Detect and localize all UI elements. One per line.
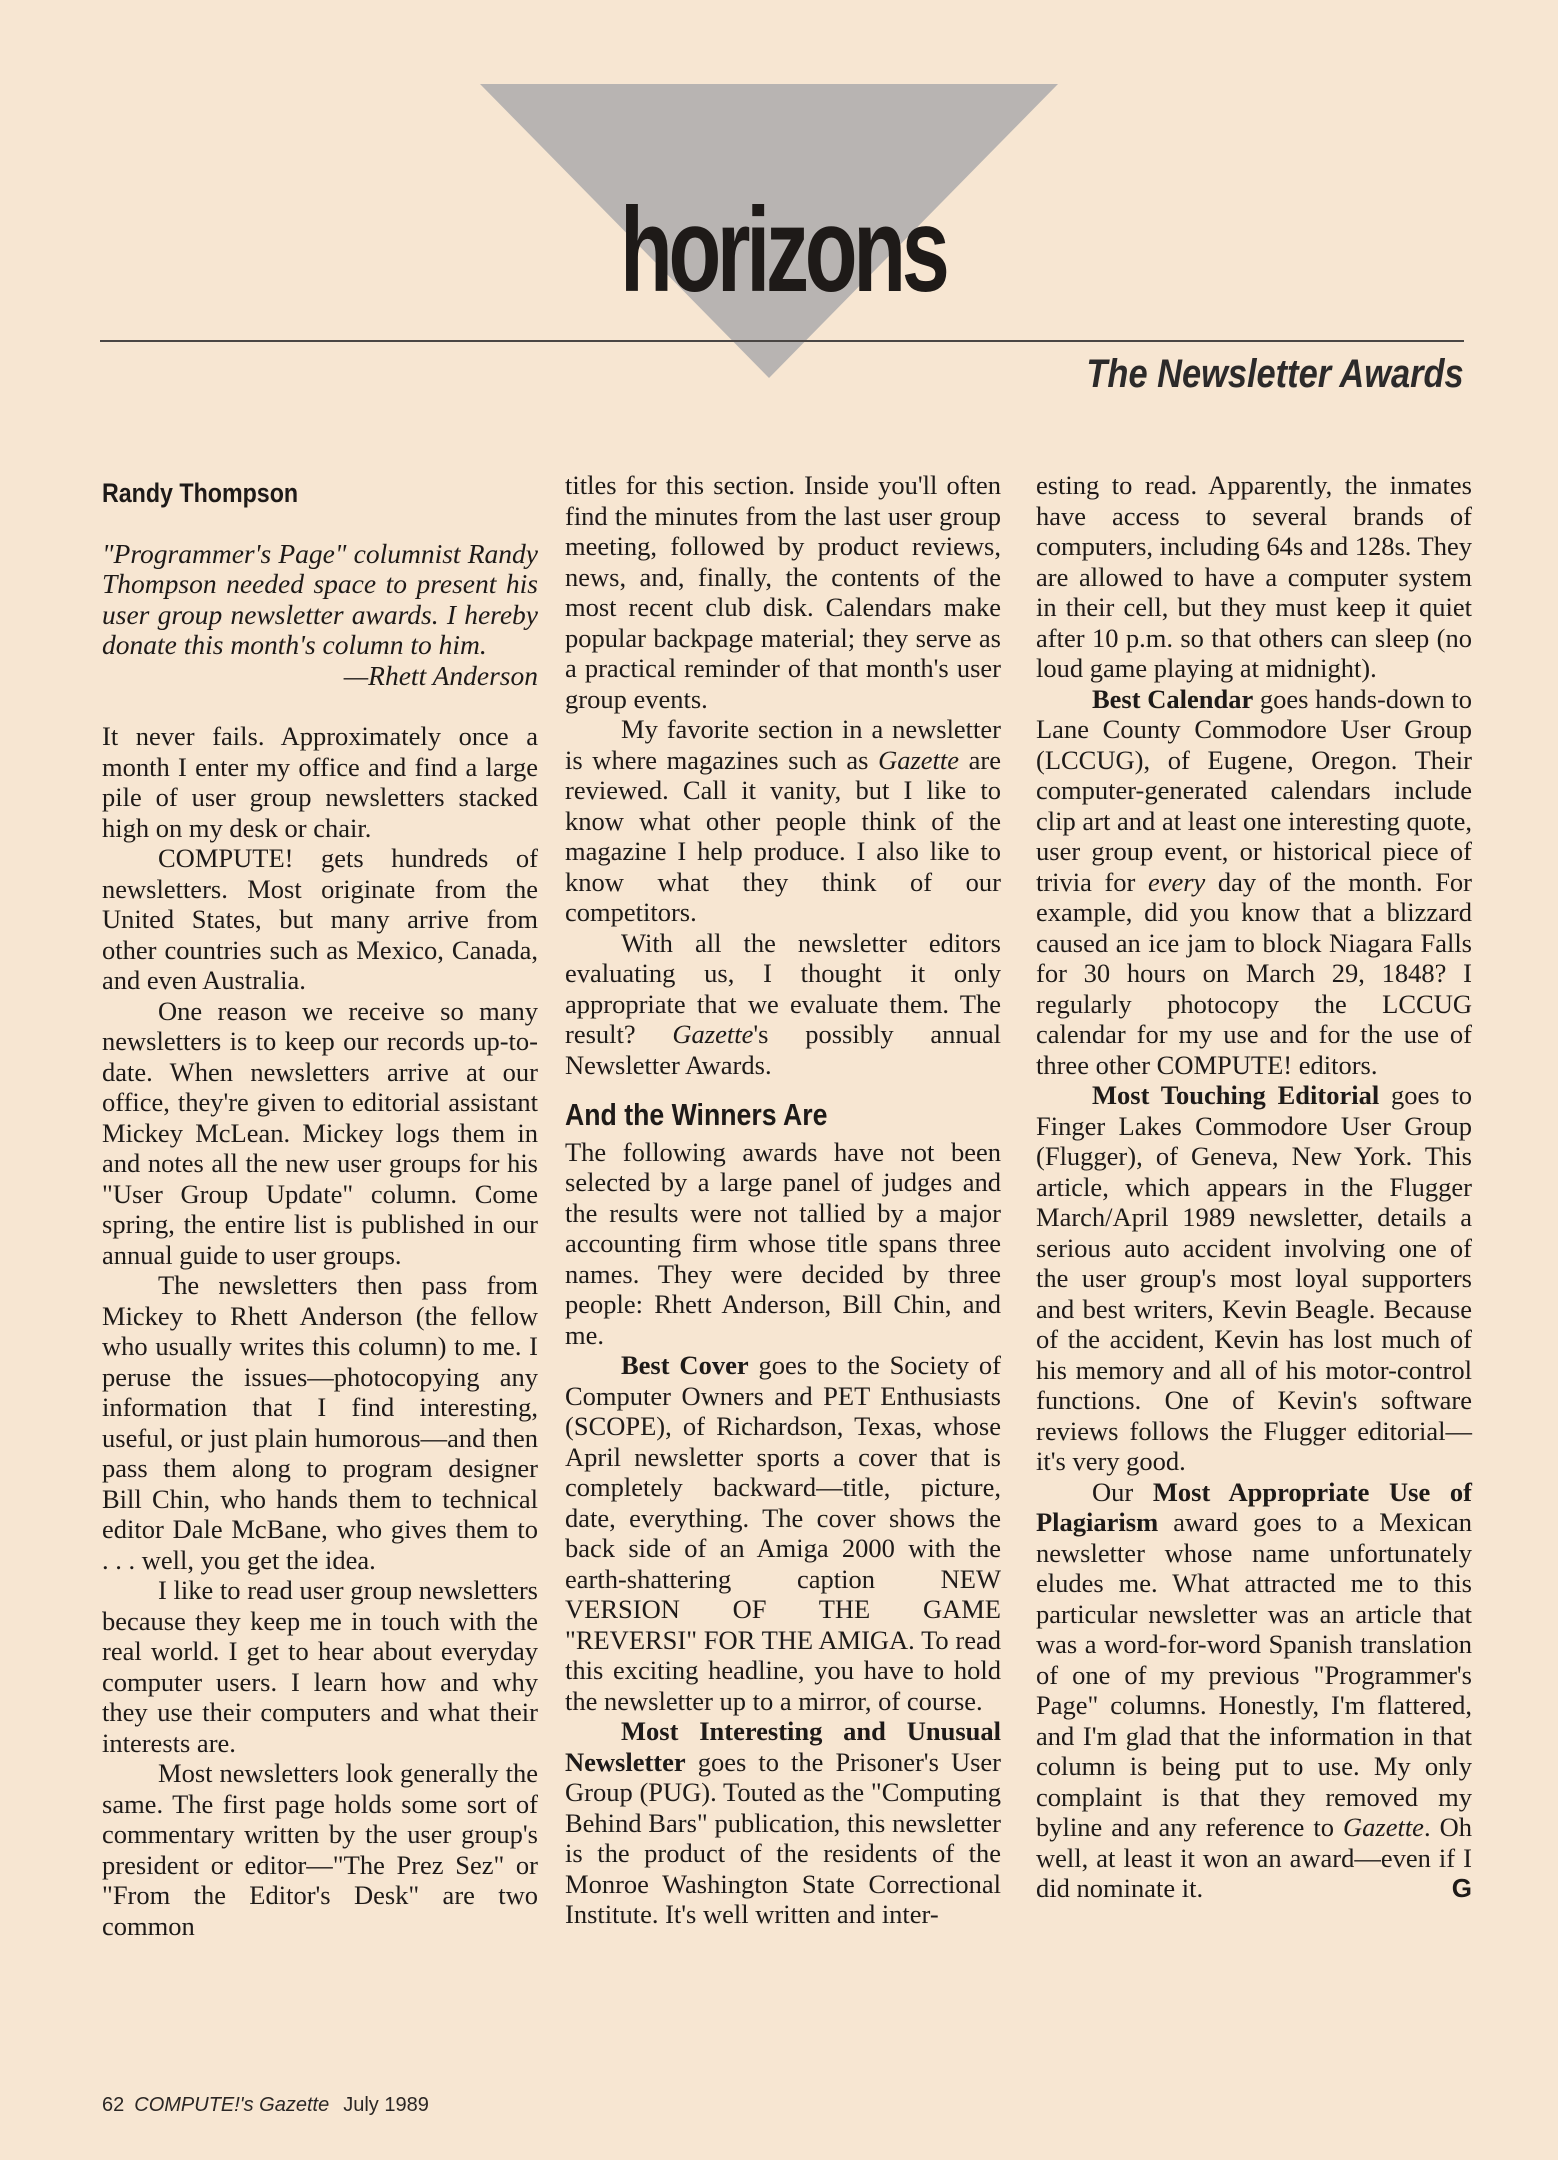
publication-name: Gazette xyxy=(878,744,960,775)
award-name: Most Interesting and Unusual Newsletter xyxy=(565,1716,1001,1777)
text-run: are reviewed. Call it vanity, but I like to know what other people think of the magazine I help produce. I also like to know what they think of our competitors. xyxy=(565,744,1001,927)
paragraph: The following awards have not been selected by a large panel of judges and the results were not tallied by a major accounting firm whose title spans three names. They were decided by three people: Rhett Anderson, Bill Chin, and me. xyxy=(565,1136,1001,1350)
paragraph: COMPUTE! gets hundreds of newsletters. Most originate from the United States, but many arrive from other countries such as Mexico, Canada, and even Australia. xyxy=(102,843,538,995)
text-run: . Oh well, at least it won an award—even if I did nominate it. xyxy=(1036,1812,1472,1903)
column-3 xyxy=(1036,470,1472,1904)
byline: Randy Thompson xyxy=(102,478,299,508)
paragraph xyxy=(565,1716,1001,1930)
page-footer xyxy=(102,2094,429,2117)
deck: "Programmer's Page" columnist Randy Thompson needed space to present his user group newsletter awards. I hereby donate this month's column to him. xyxy=(102,537,538,660)
paragraph: The newsletters then pass from Mickey to Rhett Anderson (the fellow who usually writes this column) to me. I peruse the issues—photocopying any information that I find interesting, useful, or just plain humorous—and then pass them along to program designer Bill Chin, who hands them to technical editor Dale McBane, who gives them to . . . well, you get the idea. xyxy=(102,1270,538,1575)
text-run: With all the newsletter editors evaluating us, I thought it only appropriate that we evaluate them. The result? xyxy=(565,927,1001,1049)
paragraph: esting to read. Apparently, the inmates have access to several brands of computers, including 64s and 128s. They are allowed to have a computer system in their cell, but they must keep it quiet after 10 p.m. so that others can sleep (no loud game playing at midnight). xyxy=(1036,470,1472,683)
paragraph: One reason we receive so many newsletters is to keep our records up-to-date. When newsletters arrive at our office, they're given to editorial assistant Mickey McLean. Mickey logs them in and notes all the new user groups for his "User Group Update" column. Come spring, the entire list is published in our annual guide to user groups. xyxy=(102,995,538,1270)
text-run: goes to the Society of Computer Owners and PET Enthusiasts (SCOPE), of Richardson, Texas, whose April newsletter sports a cover that is completely backward—title, picture, date, everything. The cover shows the back side of an Amiga 2000 with the earth-shattering caption NEW VERSION OF THE GAME "REVERSI" FOR THE AMIGA. To read this exciting headline, you have to hold the newsletter up to a mirror, of course. xyxy=(565,1350,1001,1716)
award-name: Best Cover xyxy=(621,1350,749,1380)
emphasis: every xyxy=(1147,866,1206,897)
publication-name: Gazette xyxy=(672,1019,754,1049)
award-name: Best Calendar xyxy=(1092,683,1254,714)
section-title: The Newsletter Awards xyxy=(1086,352,1464,396)
publication-title: COMPUTE!'s Gazette xyxy=(134,2094,330,2116)
subheading: And the Winners Are xyxy=(565,1097,828,1132)
paragraph: titles for this section. Inside you'll often find the minutes from the last user group meeting, followed by product reviews, news, and, finally, the contents of the most recent club disk. Calendars make popular backpage material; they serve as a practical reminder of that month's user group events. xyxy=(565,470,1001,714)
text-run: award goes to a Mexican newsletter whose name unfortunately eludes me. What attracted me to this particular newsletter was an article that was a word-for-word Spanish translation of one of my previous "Programmer's Page" columns. Honestly, I'm flattered, and I'm glad that the information in that column is being put to use. My only complaint is that they removed my byline and any reference to xyxy=(1036,1507,1472,1842)
text-run: goes hands-down to Lane County Commodore User Group (LCCUG), of Eugene, Oregon. Their computer-generated calendars include clip art and at least one interesting quote, user group event, or historical piece of trivia for xyxy=(1036,683,1472,897)
paragraph xyxy=(1036,1080,1472,1477)
horizons-logo: horizons xyxy=(620,183,946,317)
header-rule xyxy=(100,340,1464,342)
publication-name: Gazette xyxy=(1343,1812,1424,1842)
paragraph xyxy=(1036,684,1472,1081)
award-name: Most Appropriate Use of Plagiarism xyxy=(1036,1476,1472,1537)
text-run: My favorite section in a newsletter is where magazines such as xyxy=(565,714,1001,775)
text-run: day of the month. For example, did you know that a blizzard caused an ice jam to block Niagara Falls for 30 hours on March 29, 1848? I regularly photocopy the LCCUG calendar for my use and for the use of three other COMPUTE! editors. xyxy=(1036,866,1473,1080)
column-1 xyxy=(102,470,538,1941)
end-mark: G xyxy=(1451,1873,1472,1903)
text-run: Our xyxy=(1092,1476,1153,1507)
page-number: 62 xyxy=(102,2094,125,2116)
paragraph: Most newsletters look generally the same. The first page holds some sort of commentary written by the user group's president or editor—"The Prez Sez" or "From the Editor's Desk" are two common xyxy=(102,1758,538,1941)
paragraph xyxy=(565,928,1001,1081)
text-run: goes to the Prisoner's User Group (PUG). Touted as the "Computing Behind Bars" publication, this newsletter is the product of the residents of the Monroe Washington State Correctional Institute. It's well written and inter- xyxy=(565,1746,1001,1929)
issue-date: July 1989 xyxy=(343,2094,429,2116)
paragraph: It never fails. Approximately once a month I enter my office and find a large pile of user group newsletters stacked high on my desk or chair. xyxy=(102,721,538,843)
text-run: goes to Finger Lakes Commodore User Group (Flugger), of Geneva, New York. This article, which appears in the Flugger March/April 1989 newsletter, details a serious auto accident involving one of the user group's most loyal supporters and best writers, Kevin Beagle. Because of the accident, Kevin has lost much of his memory and all of his motor-control functions. One of Kevin's software reviews follows the Flugger editorial—it's very good. xyxy=(1036,1080,1472,1476)
paragraph xyxy=(1036,1477,1472,1904)
column-2 xyxy=(565,470,1001,1930)
paragraph: I like to read user group newsletters because they keep me in touch with the real world. I get to hear about everyday computer users. I learn how and why they use their computers and what their interests are. xyxy=(102,1575,538,1758)
paragraph xyxy=(565,1350,1001,1716)
paragraph xyxy=(565,714,1001,928)
deck-signature: —Rhett Anderson xyxy=(343,659,538,691)
award-name: Most Touching Editorial xyxy=(1092,1080,1380,1110)
text-run: 's possibly annual Newsletter Awards. xyxy=(565,1019,1002,1080)
